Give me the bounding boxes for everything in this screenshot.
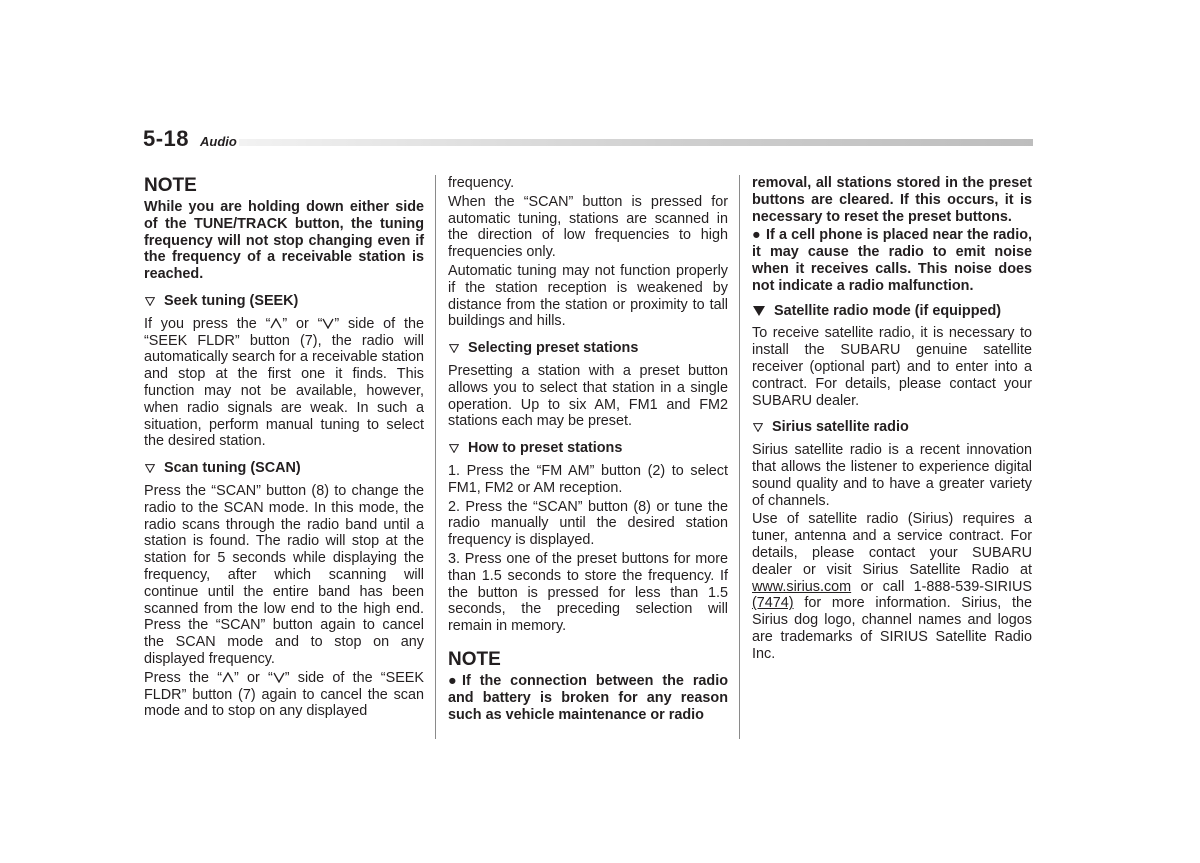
header-rule [239, 139, 1033, 146]
sirius-p2-start: Use of satellite radio (Sirius) requires a tuner, antenna and a service contract. For details, please contact your SUBARU dealer or visit Sirius Satellite Radio at [752, 511, 1032, 578]
note-text: While you are holding down either side of the TUNE/TRACK button, the tuning frequency will not stop changing even if the frequency of a receivable station is reached. [144, 199, 424, 283]
satellite-paragraph: To receive satellite radio, it is necessary to install the SUBARU genuine satellite receiver (optional part) and to enter into a contract. For details, please contact your SUBARU dealer. [752, 325, 1032, 409]
section-title: Audio [200, 134, 237, 149]
howto-heading [448, 440, 728, 457]
sirius-heading [752, 419, 1032, 436]
seek-heading [144, 293, 424, 310]
seek-heading-text: Seek tuning (SEEK) [164, 292, 299, 309]
bullet-icon: ● [448, 672, 457, 689]
note-bullet-2-text: If a cell phone is placed near the radio, it may cause the radio to emit noise when it receives calls. This noise does not indicate a radio malfunction. [752, 227, 1032, 294]
column-divider [435, 175, 436, 739]
open-triangle-icon [145, 464, 155, 473]
sirius-p2-end: for more information. Sirius, the Sirius dog logo, channel names and logos are trademarks of SIRIUS Satellite Radio Inc. [752, 595, 1033, 662]
column-right [752, 175, 1032, 665]
open-triangle-icon [449, 444, 459, 453]
chevron-down-icon [273, 672, 285, 683]
note-bullet-1-text: If the connection between the radio and battery is broken for any reason such as vehicle maintenance or radio [448, 672, 728, 723]
scan-heading-text: Scan tuning (SCAN) [164, 460, 301, 477]
column-middle [448, 175, 728, 725]
sirius-paragraph-2 [752, 511, 1032, 662]
seek-paragraph [144, 316, 424, 450]
sirius-p2-mid: or call 1-888-539-SIRIUS [860, 578, 1032, 595]
satellite-heading [752, 303, 1032, 320]
open-triangle-icon [145, 297, 155, 306]
note-bullet-1 [448, 673, 728, 723]
scan-direction-paragraph: When the “SCAN” button is pressed for automatic tuning, stations are scanned in the direction of low frequencies to high frequencies only. [448, 193, 728, 261]
preset-paragraph: Presetting a station with a preset button allows you to select that station in a single operation. Up to six AM, FM1 and FM2 stations each may be preset. [448, 362, 728, 430]
open-triangle-icon [449, 344, 459, 353]
seek-intro: If you press the “ [144, 315, 271, 332]
note-continued: removal, all stations stored in the preset buttons are cleared. If this occurs, it is necessary to reset the preset buttons. [752, 175, 1032, 225]
preset-heading [448, 340, 728, 357]
note-bullet-2 [752, 227, 1032, 294]
sirius-website-link[interactable]: www.sirius.com [752, 578, 852, 595]
note-title-2: NOTE [448, 648, 501, 670]
preset-step-3: 3. Press one of the preset buttons for more than 1.5 seconds to store the frequency. If the button is pressed for less than 1.5 seconds, the preceding selection will remain in memory. [448, 550, 728, 635]
column-left [144, 175, 424, 722]
scan-paragraph-1: Press the “SCAN” button (8) to change the radio to the SCAN mode. In this mode, the radio scans through the radio band until a station is found. The radio will stop at the station for 5 seconds while displaying the frequency, after which scanning will continue until the entire band has been scanned from the low end to the high end. Press the “SCAN” button again to cancel the SCAN mode and to stop on any displayed frequency. [144, 482, 424, 667]
sirius-paragraph-1: Sirius satellite radio is a recent innovation that allows the listener to experience digital sound quality and to have a greater variety of channels. [752, 442, 1032, 509]
note-title: NOTE [144, 175, 197, 196]
chevron-up-icon [222, 672, 234, 683]
scan-or: ” or “ [234, 669, 273, 686]
preset-heading-text: Selecting preset stations [468, 340, 639, 357]
sirius-phone-suffix: (7474) [752, 595, 794, 612]
sirius-heading-text: Sirius satellite radio [772, 419, 909, 436]
chevron-up-icon [270, 318, 282, 329]
page-number: 5-18 [143, 126, 190, 151]
open-triangle-icon [753, 423, 763, 432]
howto-heading-text: How to preset stations [468, 440, 623, 457]
preset-step-1: 1. Press the “FM AM” button (2) to select FM1, FM2 or AM reception. [448, 462, 728, 496]
satellite-heading-text: Satellite radio mode (if equipped) [774, 302, 1002, 319]
chevron-down-icon [322, 318, 334, 329]
column-divider [739, 175, 740, 739]
scan-intro: Press the “ [144, 669, 222, 686]
bullet-icon: ● [752, 227, 761, 244]
preset-step-2: 2. Press the “SCAN” button (8) or tune the radio manually until the desired station frequency is displayed. [448, 498, 728, 549]
seek-or: ” or “ [282, 315, 323, 332]
scan-continued: frequency. [448, 175, 515, 191]
scan-body: ” side of the “SEEK FLDR” button (7) again to cancel the scan mode and to stop on any displayed [144, 669, 424, 720]
page-header [143, 126, 1033, 152]
scan-heading [144, 460, 424, 477]
solid-triangle-icon [753, 306, 765, 316]
auto-tuning-paragraph: Automatic tuning may not function properly if the station reception is weakened by distance from the station or proximity to tall buildings and hills. [448, 262, 728, 330]
seek-body: ” side of the “SEEK FLDR” button (7), the radio will automatically search for a receivable station and stop at the first one it finds. This function may not be available, however, when radio signals are weak. In such a situation, perform manual tuning to select the desired station. [144, 315, 424, 450]
scan-paragraph-2 [144, 670, 424, 720]
